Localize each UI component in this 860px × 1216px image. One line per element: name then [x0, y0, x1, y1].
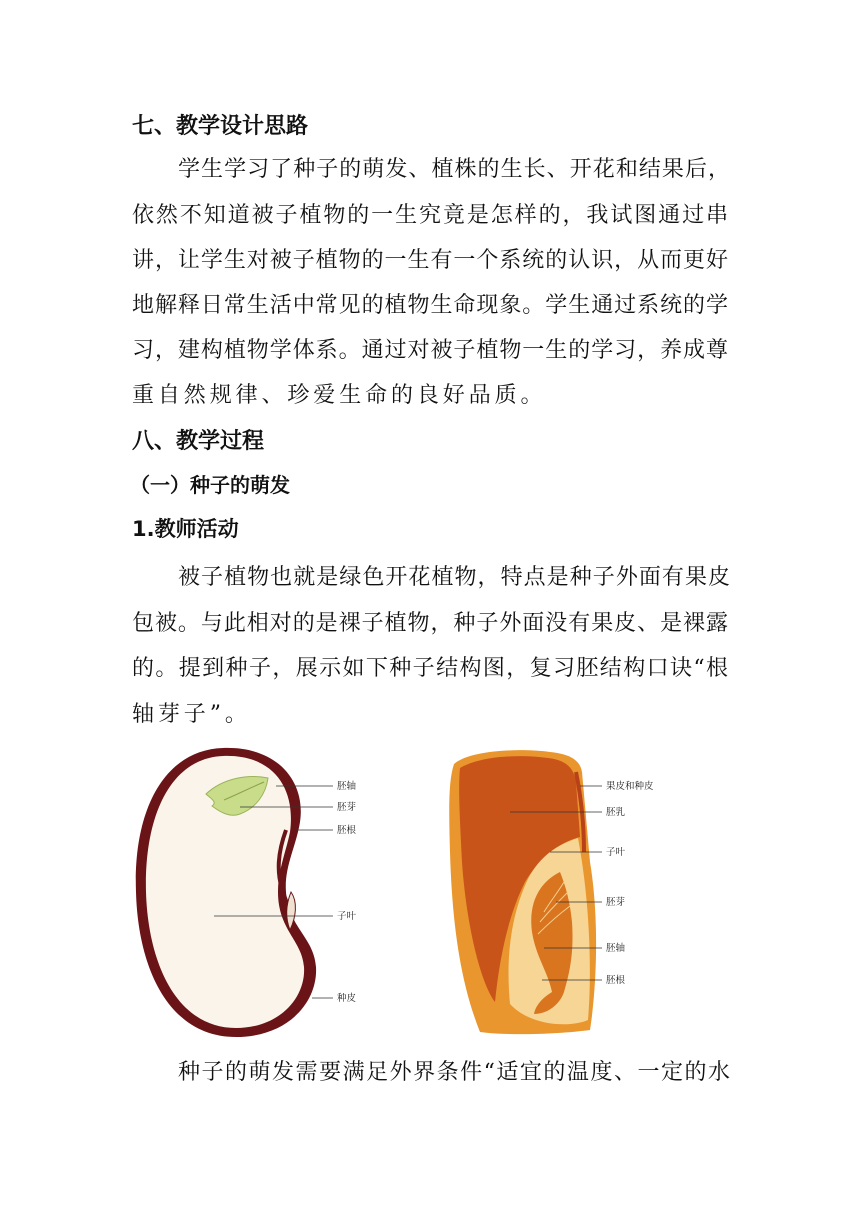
- label-corn-hypocotyl: 胚轴: [606, 943, 626, 954]
- label-bean-seed-coat: 种皮: [337, 993, 357, 1004]
- label-bean-radicle: 胚根: [337, 825, 357, 836]
- paragraph-line: 习，建构植物学体系。通过对被子植物一生的学习，养成尊: [132, 338, 728, 363]
- paragraph-line: 重自然规律、珍爱生命的良好品质。: [132, 383, 547, 408]
- label-corn-plumule: 胚芽: [606, 897, 626, 908]
- paragraph-line: 的。提到种子，展示如下种子结构图，复习胚结构口诀“根: [132, 656, 728, 681]
- paragraph-line: 被子植物也就是绿色开花植物，特点是种子外面有果皮: [178, 565, 730, 590]
- paragraph-line: 种子的萌发需要满足外界条件“适宜的温度、一定的水: [178, 1060, 730, 1085]
- label-corn-endosperm: 胚乳: [606, 807, 626, 818]
- label-corn-radicle: 胚根: [606, 975, 626, 986]
- subsubsection-heading: 1.教师活动: [132, 517, 239, 541]
- section-heading-7: 七、教学设计思路: [132, 114, 309, 139]
- bean-seed-figure: [128, 742, 378, 1042]
- label-corn-cotyledon: 子叶: [606, 847, 626, 858]
- paragraph-line: 学生学习了种子的萌发、植株的生长、开花和结果后，: [178, 157, 730, 182]
- paragraph-line: 包被。与此相对的是裸子植物，种子外面没有果皮、是裸露: [132, 611, 728, 636]
- label-bean-plumule: 胚芽: [337, 802, 357, 813]
- label-bean-hypocotyl: 胚轴: [337, 781, 357, 792]
- label-bean-cotyledon: 子叶: [337, 911, 357, 922]
- section-heading-8: 八、教学过程: [132, 429, 265, 454]
- subsection-heading: （一）种子的萌发: [130, 473, 290, 497]
- paragraph-line: 轴芽子”。: [132, 702, 251, 727]
- paragraph-line: 地解释日常生活中常见的植物生命现象。学生通过系统的学: [132, 293, 728, 318]
- corn-seed-figure: [440, 742, 680, 1042]
- paragraph-line: 讲，让学生对被子植物的一生有一个系统的认识，从而更好: [132, 248, 728, 273]
- paragraph-line: 依然不知道被子植物的一生究竟是怎样的，我试图通过串: [132, 203, 728, 228]
- label-corn-pericarp-seed-coat: 果皮和种皮: [606, 781, 654, 792]
